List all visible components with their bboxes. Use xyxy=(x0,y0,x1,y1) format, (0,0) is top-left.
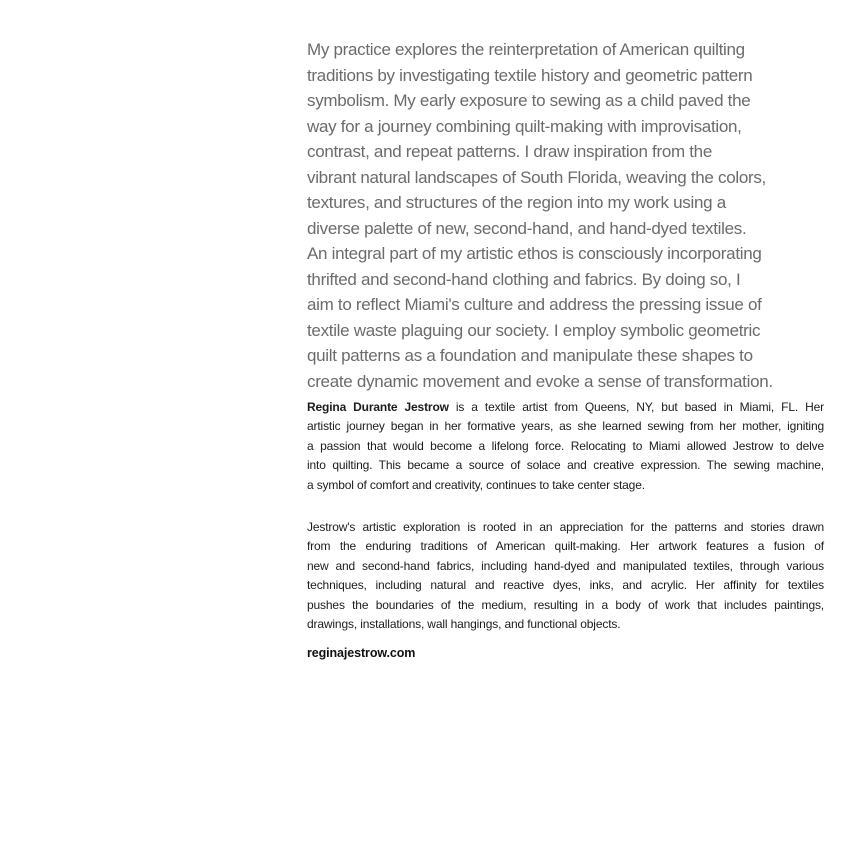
statement-line: vibrant natural landscapes of South Florida, weaving the colors, xyxy=(307,167,766,187)
statement-line: diverse palette of new, second-hand, and hand-dyed textiles. xyxy=(307,218,747,238)
bio-line: drawings, installations, wall hangings, and functional objects. xyxy=(307,617,621,632)
statement-line: thrifted and second-hand clothing and fabrics. By doing so, I xyxy=(307,269,741,289)
statement-line: aim to reflect Miami's culture and address the pressing issue of xyxy=(307,295,762,314)
bio-line: a symbol of comfort and creativity, continues to take center stage. xyxy=(307,477,645,492)
bio-line: new and second-hand fabrics, including hand-dyed and manipulated textiles, through various xyxy=(307,558,824,573)
bio-line: techniques, including natural and reactive dyes, inks, and acrylic. Her affinity for textiles xyxy=(307,578,824,593)
statement-line: create dynamic movement and evoke a sense of transformation. xyxy=(307,371,773,391)
bio-paragraph-1 xyxy=(307,398,824,495)
statement-line: way for a journey combining quilt-making with improvisation, xyxy=(307,116,742,136)
statement-line: quilt patterns as a foundation and manipulate these shapes to xyxy=(307,346,753,365)
bio-line: artistic journey began in her formative years, as she learned sewing from her mother, igniting xyxy=(307,419,824,434)
bio-line: into quilting. This became a source of solace and creative expression. The sewing machine, xyxy=(307,458,824,473)
bio-line-text: is a textile artist from Queens, NY, but based in Miami, FL. Her xyxy=(448,400,825,414)
bio-line: a passion that would become a lifelong force. Relocating to Miami allowed Jestrow to delve xyxy=(307,438,824,453)
bio-line: Jestrow's artistic exploration is rooted in an appreciation for the patterns and stories drawn xyxy=(307,520,824,534)
statement-line: My practice explores the reinterpretation of American quilting xyxy=(307,40,745,59)
statement-line: symbolism. My early exposure to sewing as a child paved the xyxy=(307,91,751,110)
bio-paragraph-2 xyxy=(307,518,824,634)
bio-line: from the enduring traditions of American quilt-making. Her artwork features a fusion of xyxy=(307,539,824,554)
statement-line: textile waste plaguing our society. I employ symbolic geometric xyxy=(307,320,761,340)
artist-statement-paragraph xyxy=(307,37,824,394)
artist-name: Regina Durante Jestrow xyxy=(307,400,449,414)
statement-line: An integral part of my artistic ethos is consciously incorporating xyxy=(307,244,762,263)
statement-line: contrast, and repeat patterns. I draw inspiration from the xyxy=(307,142,712,161)
bio-line: pushes the boundaries of the medium, resulting in a body of work that includes paintings, xyxy=(307,597,824,612)
statement-line: traditions by investigating textile history and geometric pattern xyxy=(307,65,753,85)
website-url: reginajestrow.com xyxy=(307,646,416,660)
bio-line xyxy=(307,398,824,417)
statement-line: textures, and structures of the region into my work using a xyxy=(307,193,726,212)
